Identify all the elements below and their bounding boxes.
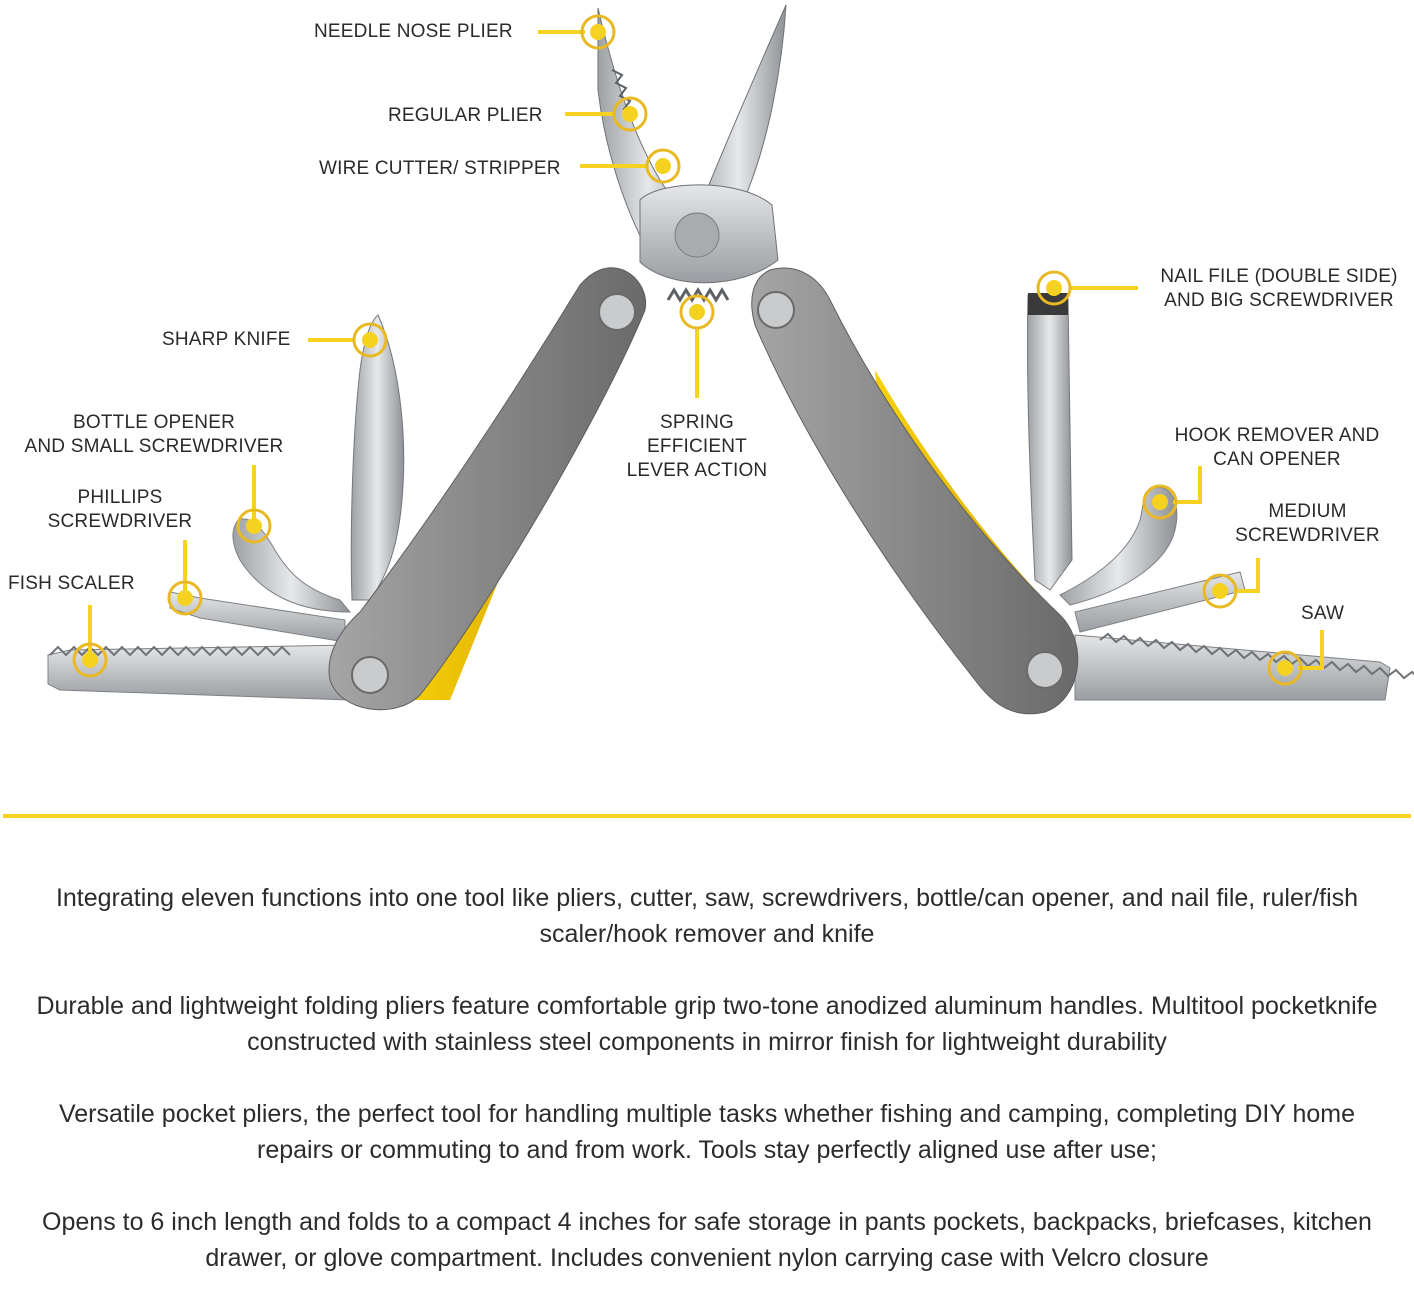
label-nail-file-line1: NAIL FILE (DOUBLE SIDE) [1160,266,1398,287]
label-saw: SAW [1301,603,1345,624]
label-phillips [30,486,210,534]
yellow-divider [3,814,1411,818]
label-spring-line3: LEVER ACTION [626,460,768,481]
description-paragraph-2: Durable and lightweight folding pliers feature comfortable grip two-tone anodized aluminum handles. Multitool pocketknife constructed with stainless steel components in mirror finish for lightweight durability [36,992,1378,1056]
right-tools [1027,293,1414,700]
sharp-knife-blade [351,315,403,600]
plier-jaws [598,5,786,300]
description-paragraph-4: Opens to 6 inch length and folds to a compact 4 inches for safe storage in pants pockets, backpacks, briefcases, kitchen drawer, or glove compartment. Includes convenient nylon carrying case with Velcro closure [42,1208,1372,1272]
label-hook-remover-line2: CAN OPENER [1213,449,1341,470]
label-hook-remover-line1: HOOK REMOVER AND [1174,425,1380,446]
nail-file-blade [1027,295,1072,590]
label-bottle-opener-line1: BOTTLE OPENER [72,412,236,433]
label-medium-screwdriver [1220,500,1395,548]
right-handle-screw [1027,652,1063,688]
label-needle-nose-plier: NEEDLE NOSE PLIER [314,21,513,42]
label-nail-file [1150,265,1408,313]
left-handle-top-rivet [599,294,635,330]
label-medium-screwdriver-line2: SCREWDRIVER [1235,525,1380,546]
label-regular-plier: REGULAR PLIER [388,105,543,126]
label-spring-line2: EFFICIENT [647,436,747,457]
label-spring [597,411,797,483]
label-phillips-line1: PHILLIPS [77,487,163,508]
right-handle-top-rivet [758,292,794,328]
label-spring-line1: SPRING [659,412,735,433]
description-paragraph-3: Versatile pocket pliers, the perfect tool for handling multiple tasks whether fishing and camping, completing DIY home repairs or commuting to and from work. Tools stay perfectly aligned use after use; [58,1100,1356,1164]
label-wire-cutter: WIRE CUTTER/ STRIPPER [319,158,561,179]
label-fish-scaler: FISH SCALER [8,573,135,594]
label-sharp-knife: SHARP KNIFE [162,329,291,350]
left-handle-screw [352,657,388,693]
label-hook-remover [1160,424,1394,472]
pivot-rivet [675,213,719,257]
label-nail-file-line2: AND BIG SCREWDRIVER [1164,290,1394,311]
spring-marker [681,296,713,328]
label-phillips-line2: SCREWDRIVER [47,511,193,532]
description-paragraph-1: Integrating eleven functions into one tool like pliers, cutter, saw, screwdrivers, bottle/can opener, and nail file, ruler/fish scaler/hook remover and knife [55,884,1359,948]
label-medium-screwdriver-line1: MEDIUM [1268,501,1347,522]
product-description [20,880,1394,1312]
label-bottle-opener-line2: AND SMALL SCREWDRIVER [24,436,284,457]
label-bottle-opener [14,411,294,459]
